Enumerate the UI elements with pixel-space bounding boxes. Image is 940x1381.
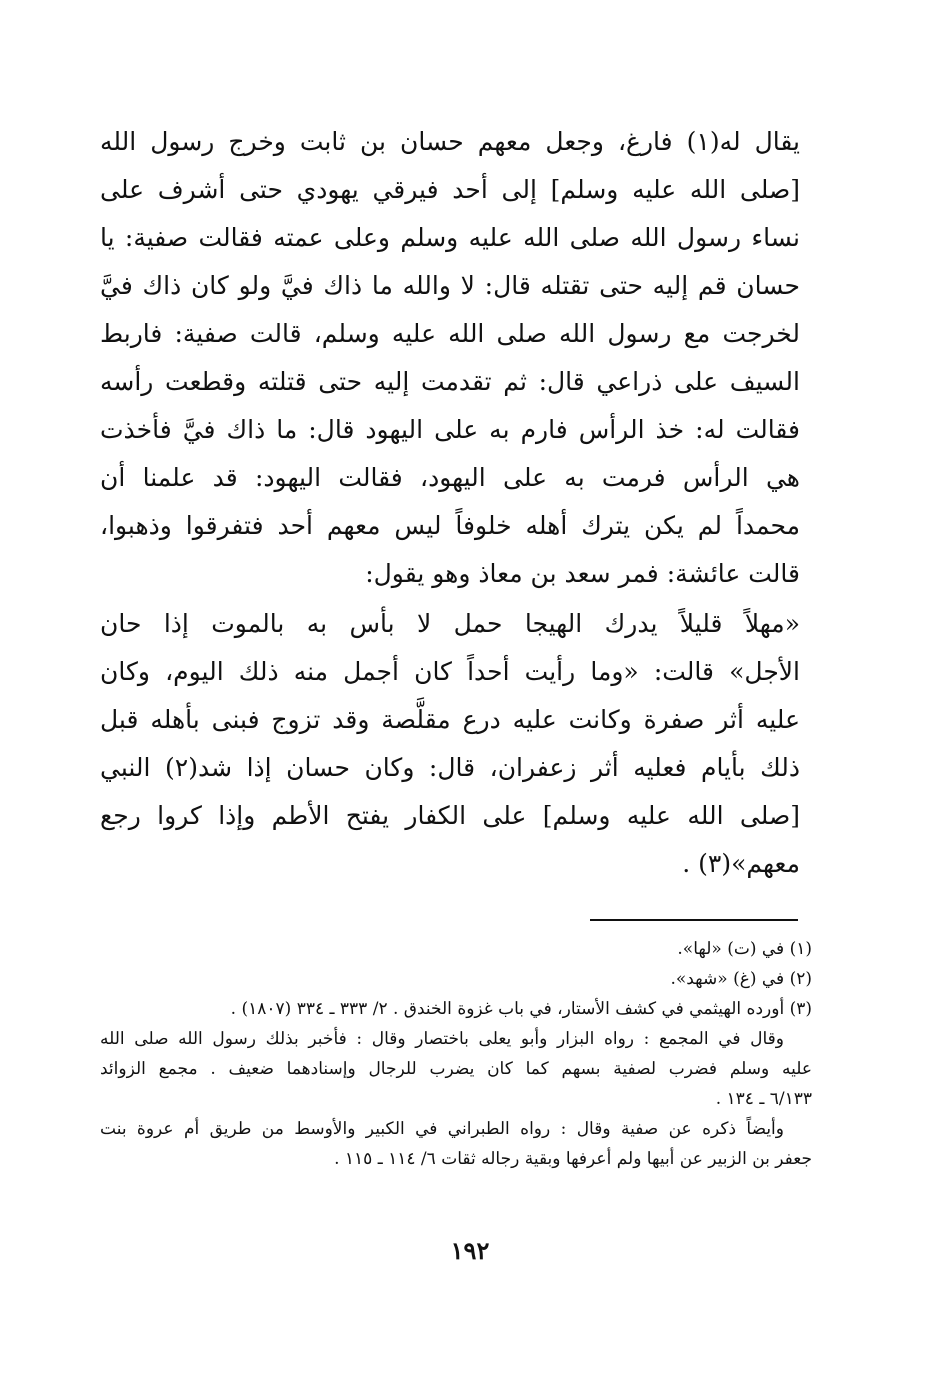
text-line: لخرجت مع رسول الله صلى الله عليه وسلم، قالت صفية: فاربط bbox=[100, 319, 800, 348]
footnote-3: (٣) أورده الهيثمي في كشف الأستار، في باب غزوة الخندق . ٢/ ٣٣٣ ـ ٣٣٤ (١٨٠٧) . bbox=[230, 999, 812, 1019]
footnote-2: (٢) في (غ) «شهد». bbox=[670, 969, 812, 989]
text-line: ذلك بأيام فعليه أثر زعفران، قال: وكان حسان إذا شد(٢) النبي bbox=[100, 753, 800, 782]
text-line: محمداً لم يكن يترك أهله خلوفاً ليس معهم أحد فتفرقوا وذهبوا، bbox=[100, 511, 800, 540]
text-line: [صلى الله عليه وسلم] على الكفار يفتح الأطم وإذا كروا رجع bbox=[100, 801, 800, 830]
footnote-separator bbox=[590, 919, 798, 921]
main-paragraph-2 bbox=[100, 600, 800, 888]
footnote-3-line: وقال في المجمع : رواه البزار وأبو يعلى باختصار وقال : فأخبر بذلك رسول الله صلى الله bbox=[100, 1029, 784, 1049]
text-line: معهم»(٣) . bbox=[682, 849, 800, 878]
text-line: نساء رسول الله صلى الله عليه وسلم وعلى عمته فقالت صفية: يا bbox=[100, 223, 800, 252]
footnote-1: (١) في (ت) «لها». bbox=[677, 939, 812, 959]
main-paragraph-1 bbox=[100, 118, 800, 598]
text-line: الأجل» قالت: «وما رأيت أحداً كان أجمل منه ذلك اليوم، وكان bbox=[100, 657, 800, 686]
text-line: «مهلاً قليلاً يدرك الهيجا حمل لا بأس به بالموت إذا حان bbox=[100, 609, 800, 638]
text-line: السيف على ذراعي قال: ثم تقدمت إليه حتى قتلته وقطعت رأسه bbox=[100, 367, 800, 396]
footnote-3-line: عليه وسلم فضرب لصفية بسهم كما كان يضرب للرجال وإسنادهما ضعيف . مجمع الزوائد bbox=[100, 1059, 812, 1079]
text-line: [صلى الله عليه وسلم] إلى أحد فيرقي يهودي حتى أشرف على bbox=[100, 175, 800, 204]
text-line: قالت عائشة: فمر سعد بن معاذ وهو يقول: bbox=[365, 559, 800, 588]
text-line: حسان قم إليه حتى تقتله قال: لا والله ما ذاك فيَّ ولو كان ذاك فيَّ bbox=[100, 271, 800, 300]
page-number: ١٩٢ bbox=[450, 1236, 490, 1265]
footnotes bbox=[100, 934, 812, 1174]
text-line: عليه أثر صفرة وكانت عليه درع مقلَّصة وقد تزوج فبنى بأهله قبل bbox=[100, 705, 800, 734]
footnote-3-line: وأيضاً ذكره عن صفية وقال : رواه الطبراني في الكبير والأوسط من طريق أم عروة بنت bbox=[100, 1119, 784, 1139]
text-line: يقال له(١) فارغ، وجعل معهم حسان بن ثابت وخرج رسول الله bbox=[100, 127, 801, 156]
text-line: هي الرأس فرمت به على اليهود، فقالت اليهود: قد علمنا أن bbox=[100, 463, 800, 492]
footnote-3-line: جعفر بن الزبير عن أبيها ولم أعرفها وبقية رجاله ثقات ٦/ ١١٤ ـ ١١٥ . bbox=[334, 1149, 812, 1169]
text-line: فقالت له: خذ الرأس فارم به على اليهود قال: ما ذاك فيَّ فأخذت bbox=[100, 415, 800, 444]
footnote-3-line: ٦/١٣٣ ـ ١٣٤ . bbox=[715, 1089, 812, 1109]
